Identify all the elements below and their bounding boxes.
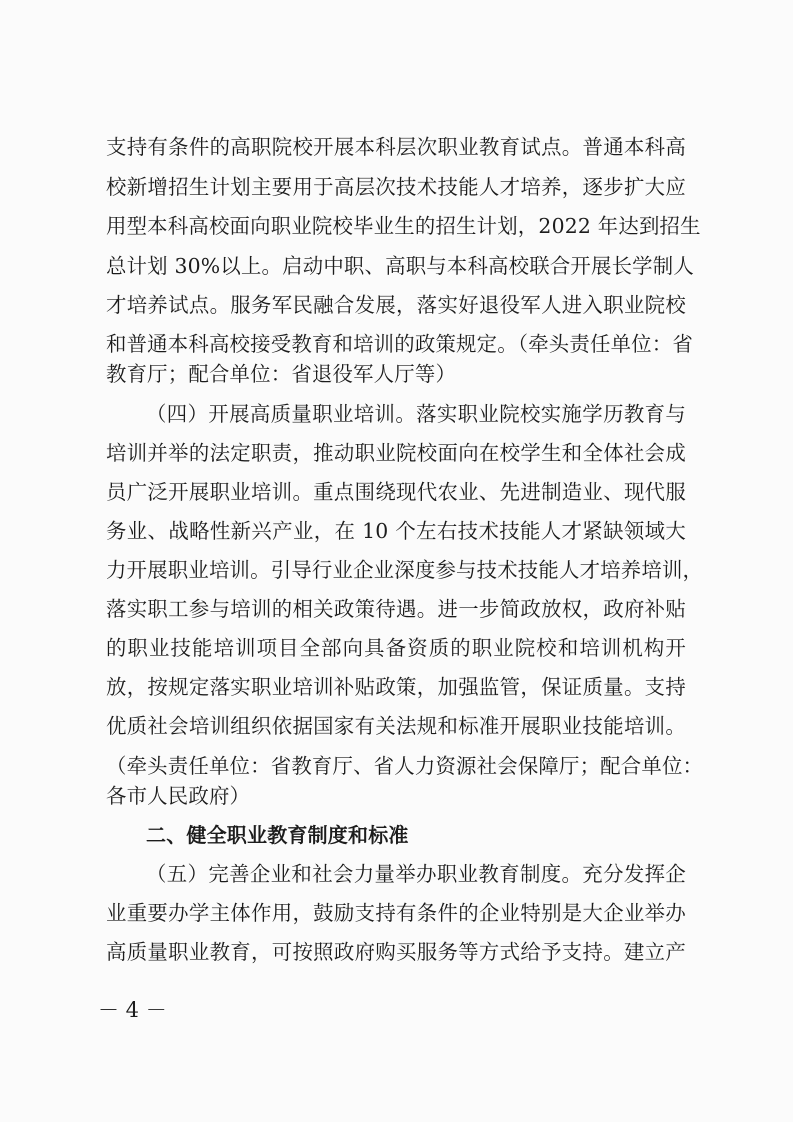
text-line-3: 用型本科高校面向职业院校毕业生的招生计划，2022 年达到招生 [106, 214, 701, 238]
text-line-1: 支持有条件的高职院校开展本科层次职业教育试点。普通本科高 [106, 135, 686, 159]
text-line-7: 教育厅；配合单位：省退役军人厅等） [106, 362, 457, 386]
text-line-5: 才培养试点。服务军民融合发展，落实好退役军人进入职业院校 [106, 293, 686, 317]
text-line-20: （五）完善企业和社会力量举办职业教育制度。充分发挥企 [146, 862, 686, 886]
text-line-12: 力开展职业培训。引导行业企业深度参与技术技能人才培养培训， [106, 558, 704, 582]
section-heading: 二、健全职业教育制度和标准 [146, 823, 409, 847]
text-line-10: 员广泛开展职业培训。重点围绕现代农业、先进制造业、现代服 [106, 480, 686, 504]
text-line-15: 放，按规定落实职业培训补贴政策，加强监管，保证质量。支持 [106, 675, 686, 699]
text-line-16: 优质社会培训组织依据国家有关法规和标准开展职业技能培训。 [106, 714, 686, 738]
text-line-8: （四）开展高质量职业培训。落实职业院校实施学历教育与 [146, 402, 686, 426]
text-line-14: 的职业技能培训项目全部向具备资质的职业院校和培训机构开 [106, 636, 686, 660]
text-line-9: 培训并举的法定职责，推动职业院校面向在校学生和全体社会成 [106, 441, 686, 465]
text-line-22: 高质量职业教育，可按照政府购买服务等方式给予支持。建立产 [106, 940, 686, 964]
text-line-11: 务业、战略性新兴产业，在 10 个左右技术技能人才紧缺领域大 [106, 519, 686, 543]
text-line-18: 各市人民政府） [106, 784, 251, 808]
text-line-17: （牵头责任单位：省教育厅、省人力资源社会保障厅；配合单位： [106, 754, 704, 778]
page-number: － 4 － [98, 998, 167, 1022]
text-line-13: 落实职工参与培训的相关政策待遇。进一步简政放权，政府补贴 [106, 597, 686, 621]
text-line-4: 总计划 30%以上。启动中职、高职与本科高校联合开展长学制人 [106, 254, 694, 278]
text-line-2: 校新增招生计划主要用于高层次技术技能人才培养，逐步扩大应 [106, 175, 686, 199]
text-line-21: 业重要办学主体作用，鼓励支持有条件的企业特别是大企业举办 [106, 901, 686, 925]
text-line-6: 和普通本科高校接受教育和培训的政策规定。（牵头责任单位：省 [106, 332, 693, 356]
